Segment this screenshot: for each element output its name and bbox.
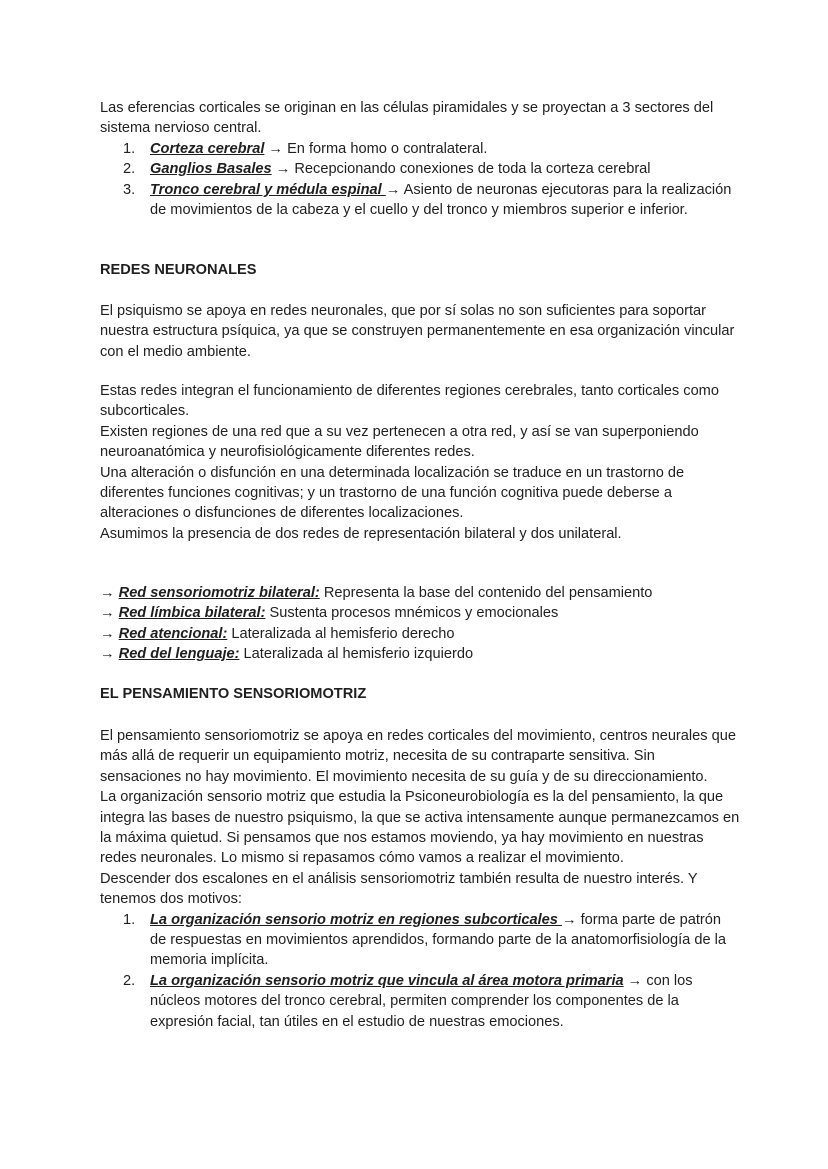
arrow-icon: →	[100, 605, 119, 622]
term-red-atencional: Red atencional:	[118, 625, 228, 642]
list-number: 2.	[123, 161, 136, 178]
list-item-text: → con los núcleos motores del tronco cerebral, permiten comprender los componentes de la expresión facial, tan útiles en el estudio de nuestras emociones.	[150, 972, 693, 1030]
section-heading: EL PENSAMIENTO SENSORIOMOTRIZ	[100, 686, 367, 702]
network-item-text: Lateralizada al hemisferio derecho	[227, 625, 455, 642]
list-number: 2.	[123, 972, 136, 989]
body-paragraph: Asumimos la presencia de dos redes de representación bilateral y dos unilateral.	[100, 525, 622, 542]
list-number: 1.	[123, 140, 136, 157]
list-item	[100, 180, 740, 221]
term-red-limbica: Red límbica bilateral:	[118, 605, 266, 622]
body-paragraph: La organización sensorio motriz que estudia la Psiconeurobiología es la del pensamiento, la que integra las bases de nuestro psiquismo, la que se activa intensamente aunque permanezcamos en la máxima quietud. Si pensamos que nos estamos moviendo, ya hay movimiento en nuestras redes neuronales. Lo mismo si repasamos cómo vamos a realizar el movimiento.	[100, 789, 740, 867]
arrow-icon: →	[100, 625, 119, 642]
pensamiento-section	[100, 684, 740, 704]
network-item	[100, 603, 740, 623]
list-item-text: → Asiento de neuronas ejecutoras para la realización de movimientos de la cabeza y el cuello y del tronco y miembros superior e inferior.	[150, 181, 732, 219]
term-organizacion-subcortical: La organización sensorio motriz en regiones subcorticales	[150, 911, 562, 928]
term-tronco-cerebral: Tronco cerebral y médula espinal	[150, 181, 386, 198]
term-red-lenguaje: Red del lenguaje:	[118, 646, 240, 663]
networks-list	[100, 583, 740, 665]
network-item	[100, 624, 740, 644]
arrow-icon: →	[100, 646, 119, 663]
motives-list	[100, 910, 740, 1032]
body-paragraph: El pensamiento sensoriomotriz se apoya en redes corticales del movimiento, centros neurales que más allá de requerir un equipamiento motriz, necesita de su contraparte sensitiva. Sin sensaciones no hay movimiento. El movimiento necesita de su guía y de su direccionamiento.	[100, 728, 736, 785]
redes-paragraph-block	[100, 381, 740, 544]
body-paragraph: Descender dos escalones en el análisis sensoriomotriz también resulta de nuestro interés. Y tenemos dos motivos:	[100, 870, 698, 908]
body-paragraph: El psiquismo se apoya en redes neuronales, que por sí solas no son suficientes para soportar nuestra estructura psíquica, ya que se construyen permanentemente en esa organización vincular con el medio ambiente.	[100, 303, 735, 360]
body-paragraph: Una alteración o disfunción en una determinada localización se traduce en un trastorno de diferentes funciones cognitivas; y un trastorno de una función cognitiva puede deberse a alteraciones o disfunciones de diferentes localizaciones.	[100, 464, 685, 522]
network-item	[100, 583, 740, 603]
list-number: 1.	[123, 911, 136, 928]
network-item-text: Sustenta procesos mnémicos y emocionales	[265, 605, 559, 622]
list-item-text: → Recepcionando conexiones de toda la corteza cerebral	[271, 161, 651, 178]
redes-paragraph-block	[100, 301, 740, 362]
term-corteza-cerebral: Corteza cerebral	[150, 140, 265, 157]
body-paragraph: Estas redes integran el funcionamiento de diferentes regiones cerebrales, tanto corticales como subcorticales.	[100, 383, 719, 420]
network-item-text: Lateralizada al hemisferio izquierdo	[239, 646, 474, 663]
network-item-text: Representa la base del contenido del pensamiento	[319, 585, 653, 601]
list-number: 3.	[123, 181, 136, 198]
body-paragraph: Existen regiones de una red que a su vez pertenecen a otra red, y así se van superponiendo neuroanatómica y neurofisiológicamente diferentes redes.	[100, 423, 699, 461]
intro-paragraph: Las eferencias corticales se originan en las células piramidales y se proyectan a 3 sectores del sistema nervioso central.	[100, 100, 714, 137]
network-item	[100, 644, 740, 664]
list-item	[100, 139, 740, 159]
list-item	[100, 910, 740, 971]
list-item	[100, 971, 740, 1032]
term-ganglios-basales: Ganglios Basales	[150, 161, 272, 178]
arrow-icon: →	[100, 585, 119, 601]
efferent-sectors-list	[100, 139, 740, 221]
intro-section	[100, 98, 740, 220]
redes-section	[100, 260, 740, 280]
section-heading: REDES NEURONALES	[100, 262, 257, 278]
pensamiento-body	[100, 726, 740, 1032]
list-item	[100, 159, 740, 179]
term-red-sensoriomotriz: Red sensoriomotriz bilateral:	[118, 585, 320, 601]
list-item-text: → forma parte de patrón de respuestas en movimientos aprendidos, formando parte de la anatomorfisiología de la memoria implícita.	[150, 911, 726, 969]
list-item-text: → En forma homo o contralateral.	[264, 140, 488, 157]
term-organizacion-area-motora: La organización sensorio motriz que vincula al área motora primaria	[150, 972, 624, 989]
